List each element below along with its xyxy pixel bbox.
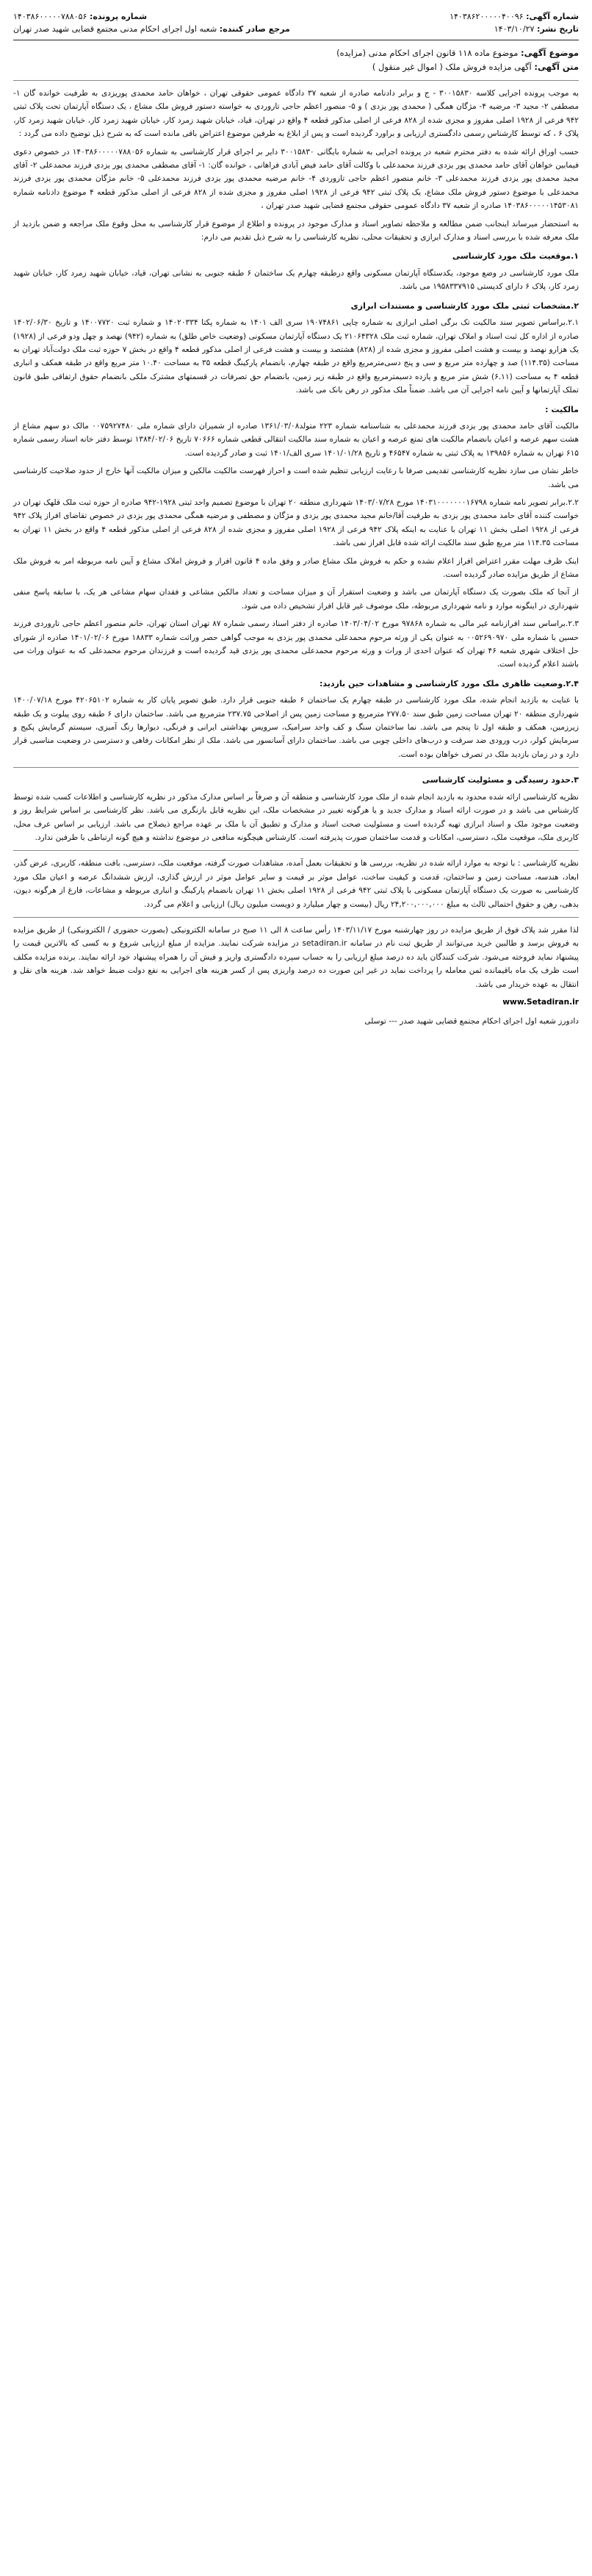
notice-text-label: متن آگهی: (534, 62, 579, 72)
note-paragraph: ۲.۳.براساس سند افرازنامه غیر مالی به شماره ۹۷۸۶۸ مورخ ۱۴۰۳/۰۴/۰۲ صادره از دفتر اسناد رسمی شماره ۸۷ تهران استان تهران، خانم منصور اعظم حاجی تاروردی فرزند حسین با شماره ملی ۰۰۵۲۶۹۰۹۷۰ به عنوان یکی از ورثه مرحوم محمدعلی محمدی پور یزدی به موجب گواهی حصر وراثت شماره ۱۸۸۳۳ مورخ ۱۴۰۱/۰۲/۰۶ صادره از شورای حل اختلاف شهری شعبه ۴۶ تهران که عنوان احدی از وراث و ورثه مرحوم محمدعلی محمدی پور یزدی قید گردیده است و فرزندان مرحوم محمدعلی که به عنوان وراث می باشند اعلام گردیده است. (13, 619, 580, 669)
subject-block (13, 46, 579, 74)
section-body: ۲.۱.براساس تصویر سند مالکیت تک برگی اصلی ابرازی به شماره چاپی ۱۹۰۷۴۸۶۱ سری الف ۱۴۰۱ به شماره پکتا ۱۴۰۲۰۳۳۴ و شماره ثبت ۱۴۰۰۷۷۲۰ و تاریخ ۱۴۰۲/۰۶/۳۰ صادره از اداره کل ثبت اسناد و املاک تهران، شماره ثبت ملک ۲۱۰۶۴۳۲۸ یک دستگاه آپارتمان مسکونی (وضعیت خاص طلق) به شماره (۹۴۲) نهصد و چهل ودو فرعی از (۱۹۲۸) یک هزارو نهصد و بیست و هشت اصلی مفروز و مجزی شده از (۸۲۸) هشتصد و بیست و هشت فرعی از اصلی مذکور قطعه ۴ واقع در بخش ۷ حوزه ثبت ملک دولت‌آباد تهران به مساحت (۱۱۴.۳۵) صد و چهارده متر مربع و سی و پنج دسی‌مترمربع واقع در طبقه چهارم، بانضمام پارکینگ قطعه ۳۵ به مساحت ۱۰.۴۰ متر مربع واقع در طبقه همکف و انباری قطعه ۴ به مساحت (۶.۱۱) شش متر مربع و یازده دسیمترمربع واقع در طبقه زیر زمین، بانضمام حق تصرفات در قسمتهای مشترک ملکی بانضمام حقوق ارتفاقی طبق قانون تملک آپارتمانها و آیین نامه اجرایی آن می باشد. ضمناً ملک مذکور در رهن بانک می باشد. (13, 318, 580, 395)
document-header (13, 10, 579, 40)
case-number-label: شماره پرونده: (89, 12, 148, 21)
auction-site-link[interactable]: www.Setadiran.ir (502, 997, 579, 1007)
issuer-label: مرجع صادر کننده: (219, 24, 290, 34)
issuer-value: شعبه اول اجرای احکام مدنی مجتمع قضایی شهید صدر تهران (13, 24, 217, 34)
valuation-paragraph: نظریه کارشناسی : با توجه به موارد ارائه شده در نظریه، بررسی ها و تحقیقات بعمل آمده، مشاهدات صورت گرفته، موقعیت ملک، دسترسی، بافت منطقه، کاربری، عرض گذر، ابعاد، هندسه، مساحت زمین و ساختمان، قدمت و کیفیت ساخت، عوامل موثر بر قیمت و سایر عوامل موثر در ارزش گذاری، ارزش ششدانگ عرصه و اعیان ملک مورد کارشناسی به صورت یک دستگاه آپارتمان مسکونی با پلاک ثبتی ۹۴۲ فرعی از ۱۹۲۸ اصلی بخش ۱۱ تهران بانضمام پارکینگ و انباری مربوطه و مشاعات، فارغ از هرگونه دیون، بدهی، رهن و حقوق احتمالی ثالث به مبلغ ۲۴,۲۰۰,۰۰۰,۰۰۰ ریال (بیست و چهار میلیارد و دویست میلیون ریال) ارزیابی و اعلام می گردد. (13, 859, 579, 909)
section-body: ملک مورد کارشناسی در وضع موجود، یکدستگاه آپارتمان مسکونی واقع درطبقه چهارم یک ساختمان ۶ طبقه جنوبی به نشانی تهران، قیاد، خیابان شهید زمرد کار، خیابان شهید زمرد کار، پلاک ۶ دارای کدپستی ۱۹۵۸۳۳۷۹۱۵ می باشد. (13, 268, 579, 292)
paragraph: به موجب پرونده اجرایی کلاسه ۳۰۰۱۵۸۳۰ - ج و برابر دادنامه صادره از شعبه ۳۷ دادگاه عمومی حقوقی تهران ، خواهان حامد محمدی پوریزدی به طرفیت خوانده گان ۱- مصطفی ۲- مجید ۳- مرضیه ۴- مژگان همگی ( محمدی پور یزدی ) و ۵- منصور اعظم حاجی تاروردی به خواسته دستور فروش ملک مشاع ، یک دستگاه آپارتمان تحت پلاک ثبتی ۹۴۲ فرعی از ۱۹۲۸ اصلی مفروز و مجزی شده از ۸۲۸ فرعی از اصلی مذکور قطعه ۴ واقع در تهران، قیاد، خیابان شهید زمرد کار، خیابان شهید زمرد کار، خیابان شهید زمرد کار، پلاک ۶ ، که توسط کارشناس رسمی دادگستری ارزیابی و براورد گردیده است و پس از ابلاغ به طرفین موضوع اعتراض باقی مانده است که به شرح ذیل توضیح داده می گردد : (13, 89, 580, 139)
section-title: ۱.موقعیت ملک مورد کارشناسی (452, 251, 579, 262)
auction-site-line (13, 996, 579, 1009)
section-title: ۳.حدود رسیدگی و مسئولیت کارشناسی (422, 775, 579, 785)
date-label: تاریخ نشر: (536, 24, 579, 34)
divider (13, 767, 579, 768)
signature-line: دادورز شعبه اول اجرای احکام مجتمع قضایی شهید صدر --- توسلی (364, 1017, 579, 1026)
date-line (450, 23, 579, 35)
case-number: ۱۴۰۳۸۶۰۰۰۰۰۷۸۸۰۵۶ (13, 12, 87, 21)
doc-number: ۱۴۰۳۸۶۲۰۰۰۰۰۴۰۰۹۶ (450, 12, 524, 21)
divider (13, 917, 579, 918)
paragraph: حسب اوراق ارائه شده به دفتر محترم شعبه در پرونده اجرایی به شماره بایگانی ۳۰۰۱۵۸۳۰ دایر بر اجرای قرار کارشناسی به شماره ۱۴۰۳۸۶۰۰۰۰۰۷۸۸۰۵۶ در خصوص دعوی فیمابین خواهان آقای حامد محمدی پور یزدی فرزند محمدعلی با وکالت آقای حامد فیض آبادی فراهانی ، خوانده گان: ۱- آقای مصطفی محمدی پور یزدی فرزند محمدعلی ۲- آقای مجید محمدی پور یزدی فرزند محمدعلی ۳- خانم منصور اعظم حاجی تاروردی ۴- خانم مرضیه محمدی پور یزدی فرزند محمدعلی ۵- خانم مژگان محمدی پور یزدی فرزند محمدعلی با موضوع دستور فروش ملک مشاع، یک پلاک ثبتی ۹۴۲ فرعی از ۱۹۲۸ اصلی مفروز و مجزی شده از ۸۲۸ فرعی از اصلی مذکور قطعه ۴ موضوع دادنامه شماره ۱۴۰۳۸۶۰۰۰۰۰۱۴۵۳۰۸۱ صادره از شعبه ۳۷ دادگاه عمومی حقوقی مجتمع قضایی شهید صدر تهران ، (13, 147, 580, 211)
note-paragraph: ۲.۲.برابر تصویر نامه شماره ۱۴۰۳۱۰۰۰۰۰۰۰۱۶۷۹۸ مورخ ۱۴۰۳/۰۷/۲۸ شهرداری منطقه ۲۰ تهران با موضوع تصمیم واحد ثبتی ۱۹۲۸-۹۴۲ صادره از حوزه ثبت ملک قلهک تهران در خواست کننده آقای حامد محمدی پور یزدی به طرفیت آقا/خانم مجید محمدی پور یزدی و مژگان و مصطفی و مرضیه همگی محمدی پور یزدی در خصوص تقاضای افراز پلاک ۹۴۲ فرعی از ۱۹۲۸ اصلی بخش ۱۱ تهران با عنایت به اینکه پلاک ۹۴۲ فرعی از ۱۹۲۸ اصلی مفروز و مجزی شده از ۸۲۸ فرعی از اصلی مذکور قطعه ۴ واقع در بخش ۱۱ تهران به مساحت ۱۱۴.۳۵ متر مربع طبق سند مالکیت ارائه شده قابل افراز نمی باشد. (13, 497, 580, 548)
signature-footer (13, 1015, 579, 1028)
note-paragraph: خاطر نشان می سازد نظریه کارشناسی تقدیمی صرفا با رعایت ارزیابی تنظیم شده است و احراز فهرست مالکیت مالکین و میزان مالکیت آنها خارج از حدود صلاحیت کارشناسی می باشد. (13, 467, 579, 489)
section-title: ۲.مشخصات ثبتی ملک مورد کارشناسی و مستندات ابرازی (350, 301, 579, 311)
header-right (450, 10, 579, 35)
case-number-line (13, 10, 147, 23)
divider (13, 80, 579, 81)
divider (13, 850, 579, 851)
header-left (13, 10, 290, 35)
topic-line (13, 46, 579, 60)
notice-text-line (13, 60, 579, 74)
note-paragraph: اینک ظرف مهلت مقرر اعتراض افراز اعلام نشده و حکم به فروش ملک مشاع صادر و وفق ماده ۴ قانون افراز و فروش املاک مشاع و آیین نامه مربوطه امر به فروش ملک مشاع از طریق مزایده صادر گردیده است. (13, 556, 579, 579)
doc-number-label: شماره آگهی: (526, 12, 579, 21)
ownership-body: مالکیت آقای حامد محمدی پور یزدی فرزند محمدعلی به شناسنامه شماره ۲۲۳ متولد۱۳۶۱/۰۳/۰۸ صادره از شمیران دارای شماره ملی ۰۰۷۵۹۲۷۴۸۰ مالک دو سهم مشاع از هشت سهم عرصه و اعیان بانضمام مالکیت های تمتع عرصه و اعیان به شماره سند مالکیت انتقالی قطعی شماره ۷۰۶۶۶ تاریخ ۱۳۸۴/۰۲/۰۶ توسط دفتر خانه اسناد رسمی شماره ۶۱۵ تهران به شماره ۱۳۹۸۵۶ به پلاک ثبتی به شماره ۴۶۵۴۷ و تاریخ ۱۴۰۱/۰۱/۲۸ سری الف/۱۴۰۱ ثبت و صادر گردیده است. (13, 421, 579, 458)
note-paragraph: با عنایت به بازدید انجام شده، ملک مورد کارشناسی در طبقه چهارم یک ساختمان ۶ طبقه جنوبی قرار دارد. طبق تصویر پایان کار به شماره ۴۲۰۶۵۱۰۲ مورخ ۱۴۰۰/۰۷/۱۸ شهرداری منطقه ۲۰ تهران مساحت زمین طبق سند ۲۷۷.۵۰ مترمربع و مساحت زمین پس از اصلاحی ۲۳۷.۷۵ مترمربع می باشد. ساختمان دارای ۶ طبقه روی پیلوت و یک طبقه زیرزمین، همکف و طبقه اول تا پنجم می باشد. نما ساختمان سنگ و کف واحد سرامیک، سرویس بهداشتی ایرانی و فرنگی، دیوارها رنگ آمیزی، سیستم گرمایش پکیج و سرمایش کولر، درب ورودی ضد سرقت و درب‌های داخلی چوبی می باشد. ساختمان دارای آسانسور می باشد. ملک از نظر امکانات رفاهی و دسترسی در وضعیت مناسبی قرار دارد و در زمان بازدید ملک در تصرف خواهان بوده است. (13, 696, 579, 759)
doc-number-line (450, 10, 579, 23)
ownership-title: مالکیت : (545, 404, 579, 414)
section-body: نظریه کارشناسی ارائه شده محدود به بازدید انجام شده از ملک مورد کارشناسی و منطقه آن و صرفاً بر اساس مدارک مذکور در نظریه کارشناسی و اطلاعات کسب شده توسط کارشناس می باشد و در صورت ارائه اسناد و مدارک جدید و یا هرگونه تغییر در مشخصات ملک، این نظریه قابل بازنگری می باشد. نظر کارشناسی بر اساس شرایط روز و وضعیت موجود ملک و اسناد ابرازی تهیه گردیده است و مسئولیت صحت اسناد و مدارک و تطبیق آن با ملک بر عهده مراجع ذیصلاح می باشد. ارزیابی بر اساس عرف محل، کاربری ملک، موقعیت ملک، دسترسی، امکانات و قدمت ساختمان صورت پذیرفته است. کارشناس هیچگونه منافعی در موضوع نداشته و هیچ گونه ارتباطی با طرفین ندارد. (13, 792, 579, 842)
notice-body (13, 87, 579, 1009)
section-title: ۲.۴.وضعیت ظاهری ملک مورد کارشناسی و مشاهدات حین بازدید: (320, 678, 579, 688)
note-paragraph: از آنجا که ملک بصورت یک دستگاه آپارتمان می باشد و وضعیت استقرار آن و میزان مساحت و تعداد مالکین مشاعی و فقدان سهام مشاعی هر یک، با سابقه پاسخ منفی شهرداری در اینگونه موارد و نامه شهرداری مربوطه، ملک موصوف غیر قابل افراز تشخیص داده می شود. (13, 588, 579, 611)
topic-label: موضوع آگهی: (521, 48, 579, 58)
issuer-line (13, 23, 290, 35)
topic-value: موضوع ماده ۱۱۸ قانون اجرای احکام مدنی (مزایده) (336, 48, 519, 58)
notice-text-value: آگهی مزایده فروش ملک ( اموال غیر منقول ) (372, 62, 532, 72)
auction-paragraph: لذا مقرر شد پلاک فوق از طریق مزایده در روز چهارشنبه مورخ ۱۴۰۳/۱۱/۱۷ رأس ساعت ۸ الی ۱۱ صبح در سامانه الکترونیکی (بصورت حضوری / الکترونیکی) از طریق مزایده به فروش برسد و طالبین خرید می‌توانند از طریق ثبت نام در سامانه setadiran.ir در مزایده شرکت نمایند. مزایده از مبلغ ارزیابی شروع و به کسی که بالاترین قیمت را پیشنهاد نماید فروخته می‌شود. شرکت کنندگان باید ده درصد مبلغ ارزیابی را به حساب سپرده دادگستری واریز و فیش آن را همراه پیشنهاد خود ارائه نمایند. برنده مزایده مکلف است ظرف یک ماه باقیمانده ثمن معامله را پرداخت نماید در غیر این صورت ده درصد واریزی پس از کسر هزینه های اجرایی به نفع دولت ضبط خواهد شد. هزینه های نقل و انتقال به عهده خریدار می باشد. (13, 925, 579, 989)
paragraph: به استحضار میرساند اینجانب ضمن مطالعه و ملاحظه تصاویر اسناد و مدارک موجود در پرونده و اطلاع از موضوع قرار کارشناسی به محل وقوع ملک مراجعه و ضمن بازدید از ملک معرفه شده با بررسی اسناد و مدارک ابرازی و تحقیقات محلی، نظریه کارشناسی را به شرح ذیل تقدیم می دارم: (13, 219, 579, 242)
date-value: ۱۴۰۳/۱۰/۲۷ (494, 24, 535, 34)
